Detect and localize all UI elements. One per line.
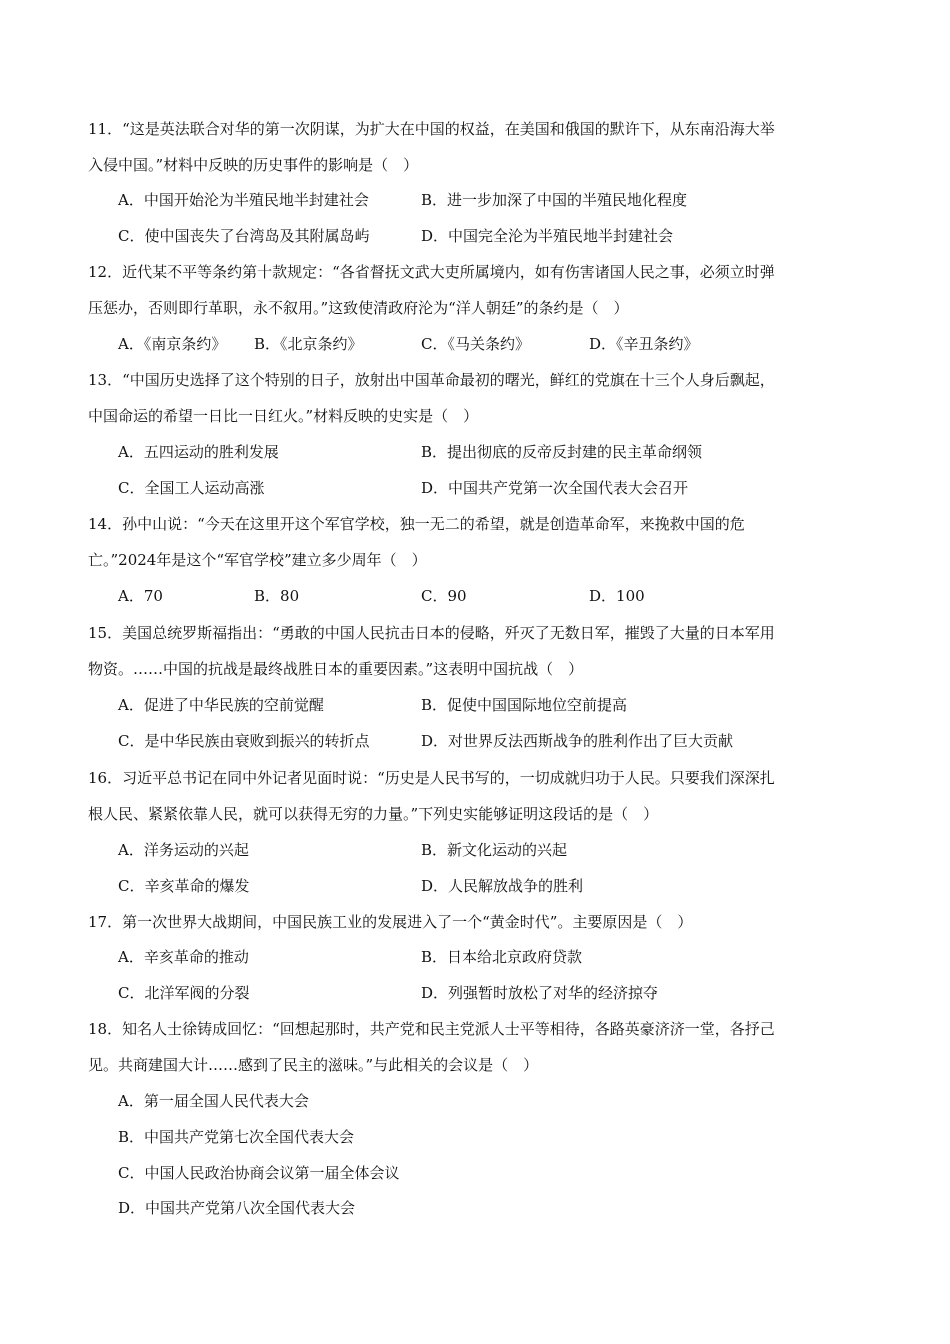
question-14-option-b: B．80 bbox=[254, 587, 300, 605]
question-16-option-a: A．洋务运动的兴起 bbox=[118, 841, 249, 859]
question-17-option-b: B．日本给北京政府贷款 bbox=[421, 948, 583, 966]
question-14-option-c: C．90 bbox=[421, 587, 467, 605]
question-13-text-line-2: 中国命运的希望一日比一日红火。”材料反映的史实是（ ） bbox=[88, 407, 479, 425]
question-12-option-a: A．《南京条约》 bbox=[118, 335, 227, 353]
question-11-option-d: D．中国完全沦为半殖民地半封建社会 bbox=[421, 227, 674, 245]
question-17-text-line-1: 17．第一次世界大战期间，中国民族工业的发展进入了一个“黄金时代”。主要原因是（ ） bbox=[88, 913, 693, 931]
question-12-option-c: C．《马关条约》 bbox=[421, 335, 530, 353]
question-12-option-d: D．《辛丑条约》 bbox=[589, 335, 699, 353]
question-15-text-line-2: 物资。……中国的抗战是最终战胜日本的重要因素。”这表明中国抗战（ ） bbox=[88, 660, 584, 678]
question-16-option-b: B．新文化运动的兴起 bbox=[421, 841, 568, 859]
question-14-option-d: D．100 bbox=[589, 587, 645, 605]
question-17-option-a: A．辛亥革命的推动 bbox=[118, 948, 249, 966]
question-12-text-line-1: 12．近代某不平等条约第十款规定：“各省督抚文武大吏所属境内，如有伤害诸国人民之事，必须立时弹 bbox=[88, 263, 775, 281]
question-13-option-d: D．中国共产党第一次全国代表大会召开 bbox=[421, 479, 689, 497]
question-18-option-b: B．中国共产党第七次全国代表大会 bbox=[118, 1128, 355, 1146]
question-16-option-c: C．辛亥革命的爆发 bbox=[118, 877, 250, 895]
question-16-text-line-1: 16．习近平总书记在同中外记者见面时说：“历史是人民书写的，一切成就归功于人民。只要我们深深扎 bbox=[88, 769, 775, 787]
question-17-option-d: D．列强暂时放松了对华的经济掠夺 bbox=[421, 984, 659, 1002]
question-13-text-line-1: 13．“中国历史选择了这个特别的日子，放射出中国革命最初的曙光，鲜红的党旗在十三个人身后飘起， bbox=[88, 371, 775, 389]
question-13-option-a: A．五四运动的胜利发展 bbox=[118, 443, 279, 461]
question-18-text-line-1: 18．知名人士徐铸成回忆：“回想起那时，共产党和民主党派人士平等相待，各路英豪济济一堂，各抒己 bbox=[88, 1020, 775, 1038]
question-15-text-line-1: 15．美国总统罗斯福指出：“勇敢的中国人民抗击日本的侵略，歼灭了无数日军，摧毁了大量的日本军用 bbox=[88, 624, 775, 642]
question-15-option-d: D．对世界反法西斯战争的胜利作出了巨大贡献 bbox=[421, 732, 734, 750]
question-18-text-line-2: 见。共商建国大计……感到了民主的滋味。”与此相关的会议是（ ） bbox=[88, 1056, 539, 1074]
question-11-text-line-2: 入侵中国。”材料中反映的历史事件的影响是（ ） bbox=[88, 156, 419, 174]
question-15-option-a: A．促进了中华民族的空前觉醒 bbox=[118, 696, 324, 714]
question-18-option-c: C．中国人民政治协商会议第一届全体会议 bbox=[118, 1164, 400, 1182]
question-14-text-line-1: 14．孙中山说：“今天在这里开这个军官学校，独一无二的希望，就是创造革命军，来挽救中国的危 bbox=[88, 515, 745, 533]
question-18-option-d: D．中国共产党第八次全国代表大会 bbox=[118, 1199, 356, 1217]
question-15-option-b: B．促使中国国际地位空前提高 bbox=[421, 696, 628, 714]
question-18-option-a: A．第一届全国人民代表大会 bbox=[118, 1092, 309, 1110]
question-14-option-a: A．70 bbox=[118, 587, 163, 605]
question-11-option-a: A．中国开始沦为半殖民地半封建社会 bbox=[118, 191, 369, 209]
question-13-option-b: B．提出彻底的反帝反封建的民主革命纲领 bbox=[421, 443, 703, 461]
question-16-option-d: D．人民解放战争的胜利 bbox=[421, 877, 584, 895]
question-11-option-c: C．使中国丧失了台湾岛及其附属岛屿 bbox=[118, 227, 370, 245]
question-15-option-c: C．是中华民族由衰败到振兴的转折点 bbox=[118, 732, 370, 750]
question-12-option-b: B．《北京条约》 bbox=[254, 335, 363, 353]
question-12-text-line-2: 压惩办，否则即行革职，永不叙用。”这致使清政府沦为“洋人朝廷”的条约是（ ） bbox=[88, 299, 629, 317]
question-13-option-c: C．全国工人运动高涨 bbox=[118, 479, 265, 497]
question-17-option-c: C．北洋军阀的分裂 bbox=[118, 984, 250, 1002]
question-11-text-line-1: 11．“这是英法联合对华的第一次阴谋，为扩大在中国的权益，在美国和俄国的默许下，从东南沿海大举 bbox=[88, 120, 775, 138]
question-11-option-b: B．进一步加深了中国的半殖民地化程度 bbox=[421, 191, 688, 209]
question-16-text-line-2: 根人民、紧紧依靠人民，就可以获得无穷的力量。”下列史实能够证明这段话的是（ ） bbox=[88, 805, 659, 823]
question-14-text-line-2: 亡。”2024年是这个“军官学校”建立多少周年（ ） bbox=[88, 551, 427, 569]
